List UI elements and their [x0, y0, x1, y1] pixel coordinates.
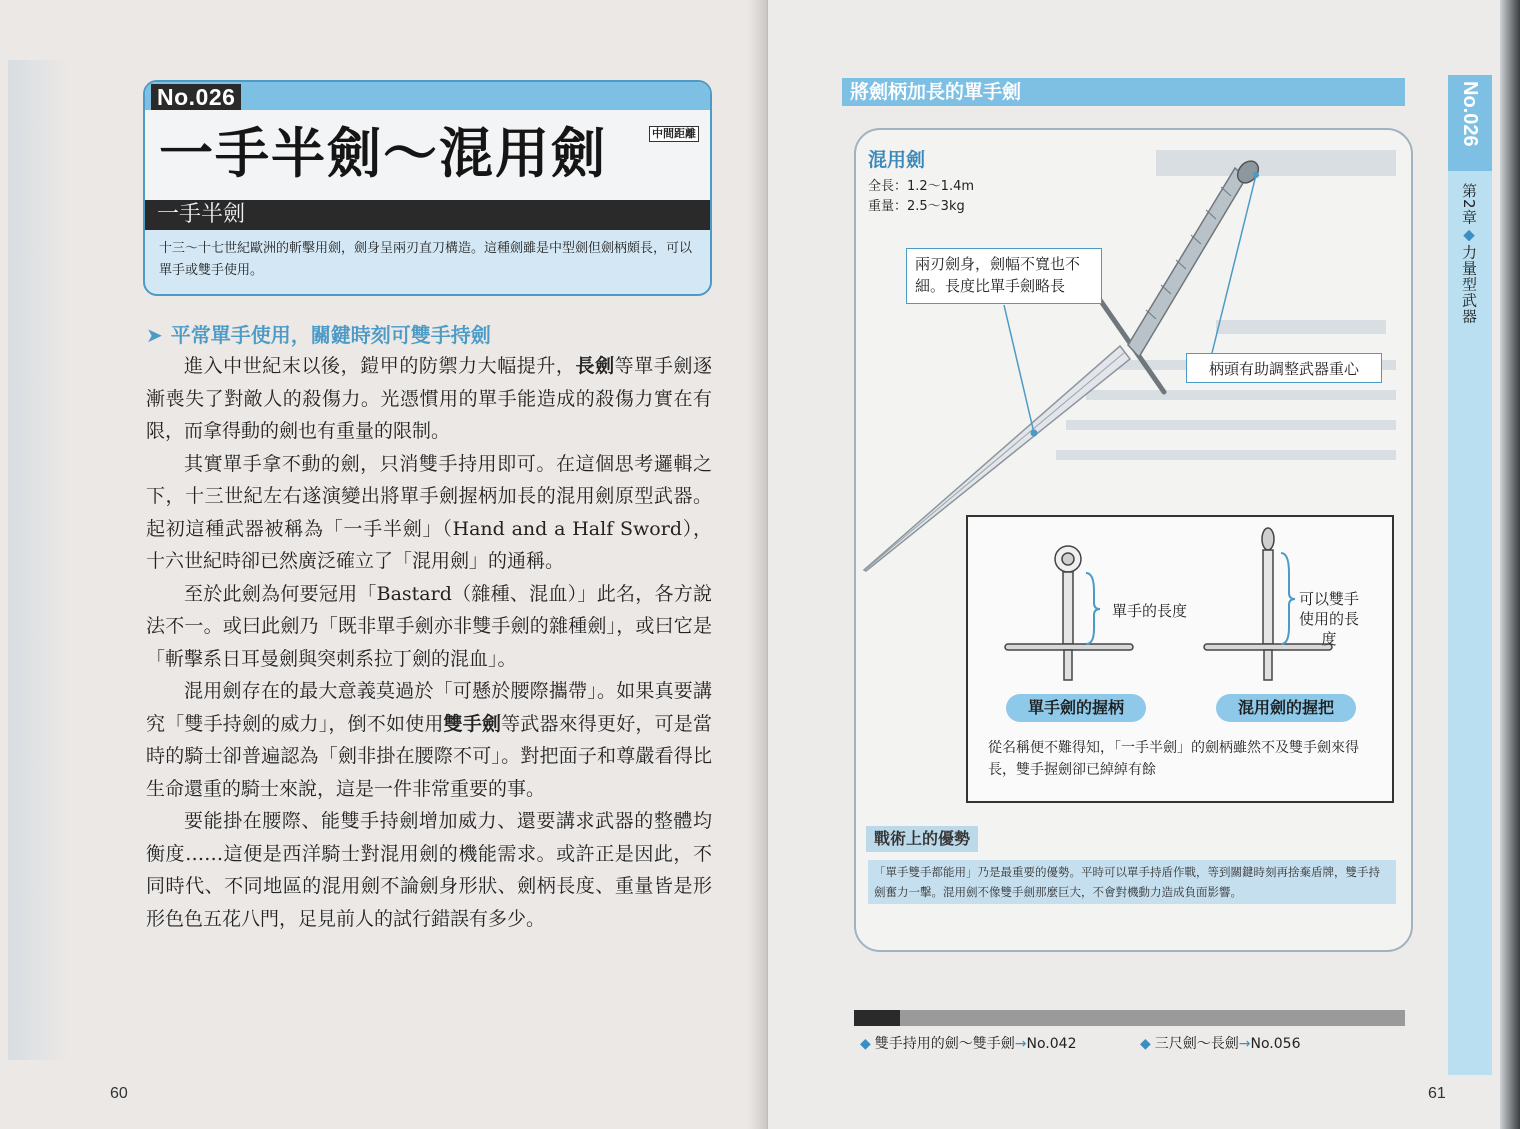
entry-subtitle: 一手半劍 — [145, 200, 710, 230]
bastard-grip-label: 混用劍的握把 — [1216, 694, 1356, 722]
related-target: No.056 — [1250, 1036, 1301, 1052]
paragraph — [146, 350, 712, 448]
figure-title-bar — [842, 78, 1405, 106]
paragraph-text: 進入中世紀末以後，鎧甲的防禦力大幅提升， — [184, 355, 576, 377]
section-heading — [146, 322, 491, 348]
one-hand-brace — [1086, 573, 1100, 644]
related-label: 雙手持用的劍～雙手劍 — [874, 1036, 1015, 1052]
paragraph: 其實單手拿不動的劍，只消雙手持用即可。在這個思考邏輯之下，十三世紀左右遂演變出將單手劍握柄加長的混用劍原型武器。起初這種武器被稱為「一手半劍」（Hand and a Half Sword），十六世紀時卻已然廣泛確立了「混用劍」的通稱。 — [146, 452, 712, 572]
arrow-right-icon: → — [1014, 1036, 1027, 1052]
grip-note: 從名稱便不難得知，「一手半劍」的劍柄雖然不及雙手劍來得長，雙手握劍卻已綽綽有餘 — [988, 740, 1359, 778]
chapter-name: 力量型武器 — [1460, 244, 1478, 325]
related-target: No.042 — [1026, 1036, 1077, 1052]
tactics-title: 戰術上的優勢 — [866, 826, 978, 852]
body-text — [146, 350, 712, 935]
side-tab-chapter — [1458, 183, 1480, 325]
paragraph: 至於此劍為何要冠用「Bastard（雜種、混血）」此名，各方說法不一。或曰此劍乃「既非單手劍亦非雙手劍的雜種劍」，或曰它是「斬擊系日耳曼劍與突刺系拉丁劍的混血」。 — [146, 582, 712, 670]
grip-comparison-box — [966, 515, 1394, 803]
two-hand-brace — [1281, 553, 1295, 644]
related-link[interactable] — [1140, 1034, 1300, 1054]
entry-title: 一手半劍～混用劍 — [159, 122, 607, 185]
side-tab-top — [1448, 75, 1492, 171]
blade-leader-dot — [1031, 430, 1038, 437]
related-label: 三尺劍～長劍 — [1154, 1036, 1239, 1052]
page-tone — [8, 60, 68, 1060]
chapter-side-tab — [1448, 75, 1492, 1075]
figure-title: 將劍柄加長的單手劍 — [850, 81, 1022, 103]
page-number-left: 60 — [110, 1085, 128, 1102]
entry-summary: 十三～十七世紀歐洲的斬擊用劍，劍身呈兩刃直刀構造。這種劍雖是中型劍但劍柄頗長，可以單手或雙手使用。 — [159, 241, 693, 278]
diamond-icon: ◆ — [1460, 225, 1478, 245]
pommel-leader-dot — [1253, 172, 1259, 178]
tactics-text: 「單手雙手都能用」乃是最重要的優勢。平時可以單手持盾作戰，等到關鍵時刻再捨棄盾牌，雙手持劍奮力一擊。混用劍不像雙手劍那麼巨大，不會對機動力造成負面影響。 — [868, 860, 1396, 904]
chapter-number: 第2章 — [1460, 183, 1478, 226]
diamond-icon: ◆ — [1140, 1036, 1151, 1052]
callout-pommel: 柄頭有助調整武器重心 — [1186, 353, 1382, 383]
bold-term: 雙手劍 — [443, 712, 502, 735]
right-page — [768, 0, 1520, 1129]
two-hand-length-label: 可以雙手使用的長度 — [1298, 590, 1359, 648]
arrow-right-icon: → — [1238, 1036, 1251, 1052]
one-hand-grip-label: 單手劍的握柄 — [1006, 694, 1146, 722]
paragraph — [146, 675, 712, 805]
related-items-bar — [854, 1010, 1405, 1026]
page-edge — [1500, 0, 1520, 1129]
one-hand-length-label: 單手的長度 — [1112, 602, 1188, 620]
page-number-right: 61 — [1428, 1085, 1446, 1102]
related-link[interactable] — [860, 1034, 1076, 1054]
blade-leader-line — [1004, 305, 1034, 433]
sword-name: 混用劍 — [868, 149, 926, 171]
paragraph-text: 混用劍存在的最大意義莫過於「可懸於腰際攜帶」。如果真要講究「雙手持劍的威力」，倒不如使用 — [146, 680, 712, 735]
diamond-icon: ◆ — [860, 1036, 871, 1052]
entry-number-badge: No.026 — [151, 84, 241, 110]
paragraph: 要能掛在腰際、能雙手持劍增加威力、還要講求武器的整體均衡度……這便是西洋騎士對混用劍的機能需求。或許正是因此，不同時代、不同地區的混用劍不論劍身形狀、劍柄長度、重量皆是形形色色五花八門，足見前人的試行錯誤有多少。 — [146, 810, 712, 930]
related-bar-block — [854, 1010, 900, 1026]
arrow-icon: ➤ — [146, 323, 163, 347]
bold-term: 長劍 — [575, 355, 615, 377]
callout-blade: 兩刃劍身，劍幅不寬也不細。長度比單手劍略長 — [906, 248, 1102, 304]
entry-header-box — [143, 80, 712, 296]
illustration-box — [854, 128, 1413, 952]
paragraph-text: 等單手劍逐漸喪失了對敵人的殺傷力。光憑慣用的單手能造成的殺傷力實在有限，而拿得動的劍也有重量的限制。 — [146, 355, 712, 442]
spec-length: 全長：1.2～1.4m — [868, 179, 975, 194]
side-tab-number: No.026 — [1459, 81, 1481, 147]
spec-weight: 重量：2.5～3kg — [868, 199, 965, 214]
section-heading-text: 平常單手使用，關鍵時刻可雙手持劍 — [170, 323, 491, 347]
paragraph-text: 等武器來得更好，可是當時的騎士卻普遍認為「劍非掛在腰際不可」。對把面子和尊嚴看得比生命還重的騎士來說，這是一件非常重要的事。 — [146, 712, 712, 800]
range-tag: 中間距離 — [649, 126, 699, 142]
